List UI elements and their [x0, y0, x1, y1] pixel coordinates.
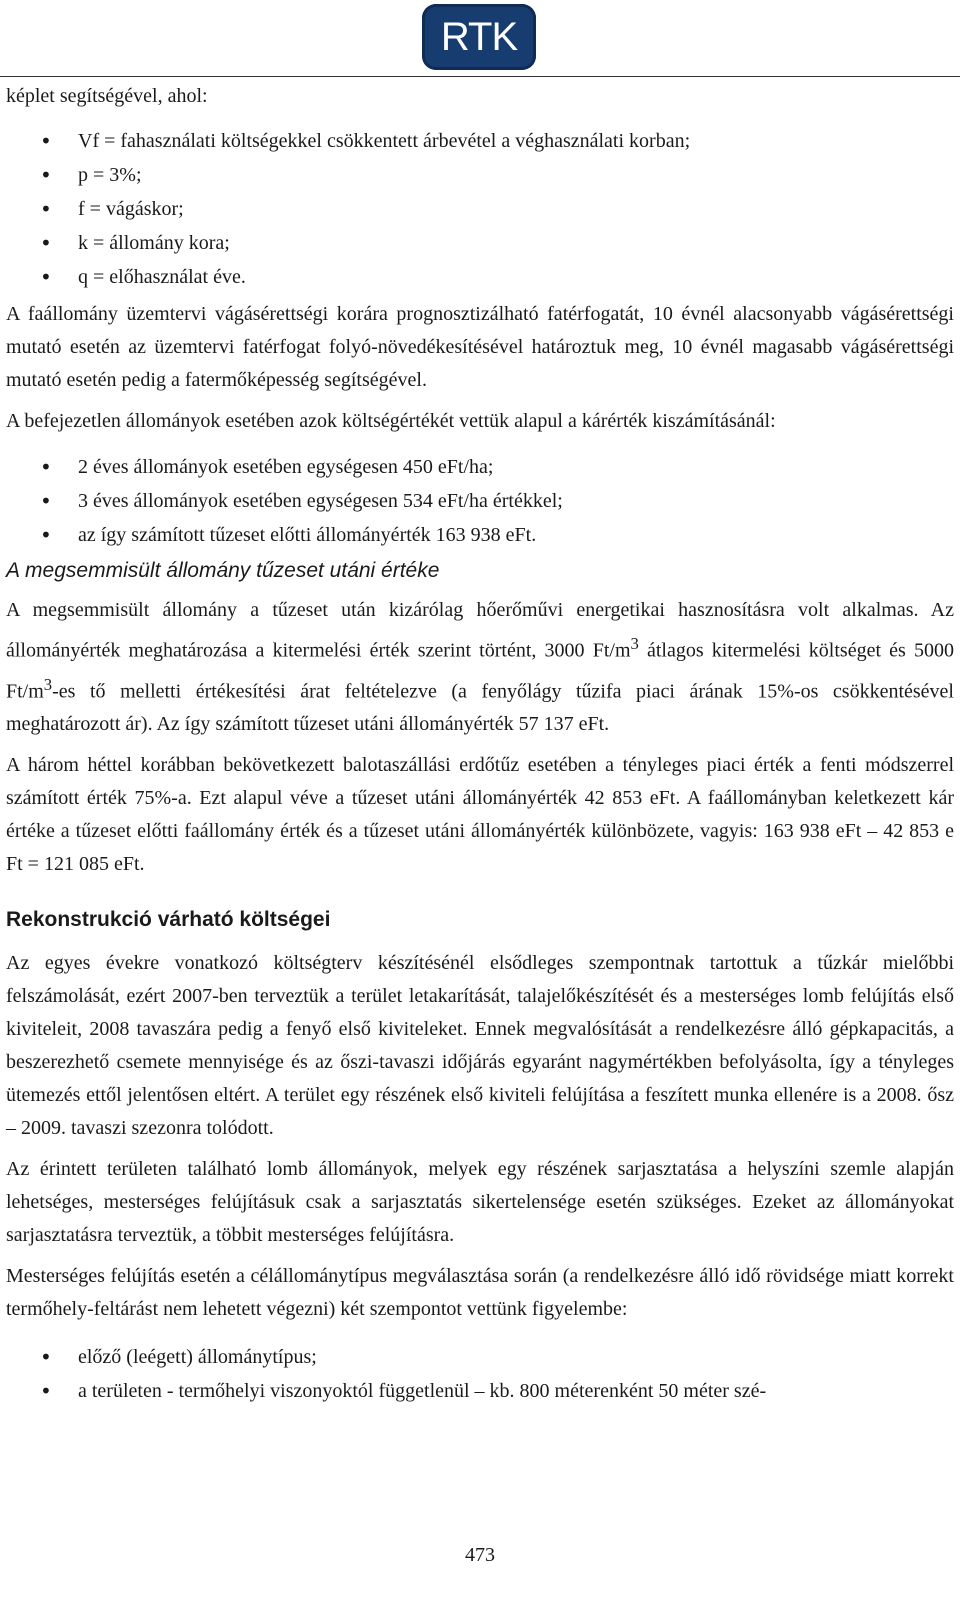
criteria-list: [6, 1340, 954, 1408]
section-heading-rekonstrukcio: Rekonstrukció várható költségei: [6, 908, 331, 932]
list-item: • k = állomány kora;: [6, 226, 954, 260]
paragraph-rekonstrukcio-1: Az egyes évekre vonatkozó költségterv készítésénél elsődleges szempontnak tartottuk a tűzkár mielőbbi felszámolását, ezért 2007-ben terveztük a terület letakarítását, talajelőkészítését és a mesterséges lomb felújítás első kiviteleit, 2008 tavaszára pedig a fenyő első kiviteleket. Ennek megvalósítását a rendelkezésre álló gépkapacitás, a beszerezhető csemete mennyisége és az őszi-tavaszi időjárás egyaránt nagymértékben befolyásolta, így a tényleges ütemezés ettől jelentősen eltért. A terület egy részének első kiviteli felújítása a feszített munka ellenére is a 2008. ősz – 2009. tavaszi szezonra tolódott.: [6, 952, 954, 1140]
text-run: átlagos kitermelési költséget és 5000 Ft/m: [6, 639, 954, 703]
formula-variable-list: [6, 124, 954, 294]
document-body: [6, 80, 954, 1408]
cost-value-list: [6, 450, 954, 552]
superscript: 3: [630, 634, 639, 653]
text-run: -es tő melletti értékesítési árat feltételezve (a fenyőlágy tűzifa piaci árának 15%-os csökkentésével meghatározott ár). Az így számított tűzeset utáni állományérték 57 137 eFt.: [6, 680, 954, 736]
paragraph-rekonstrukcio-3: Mesterséges felújítás esetén a célállománytípus megválasztása során (a rendelkezésre álló idő rövidsége miatt korrekt termőhely-feltárást nem lehetett végezni) két szempontot vettünk figyelembe:: [6, 1265, 954, 1321]
list-item: • p = 3%;: [6, 158, 954, 192]
list-item: • f = vágáskor;: [6, 192, 954, 226]
list-item: • 3 éves állományok esetében egységesen 534 eFt/ha értékkel;: [6, 484, 954, 518]
list-item: • a területen - termőhelyi viszonyoktól függetlenül – kb. 800 méterenként 50 méter szé-: [6, 1374, 954, 1408]
header-divider: [0, 76, 960, 77]
rtk-logo: [422, 4, 536, 70]
intro-text: képlet segítségével, ahol:: [6, 85, 208, 107]
paragraph-befejezetlen: A befejezetlen állományok esetében azok költségértékét vettük alapul a kárérték kiszámításánál:: [6, 410, 776, 432]
text-run: A megsemmisült állomány a tűzeset után kizárólag hőerőművi energetikai hasznosításra volt alkalmas. Az állományérték meghatározása a kitermelési érték szerint történt, 3000 Ft/m: [6, 599, 954, 662]
superscript: 3: [43, 674, 53, 694]
list-item: • q = előhasználat éve.: [6, 260, 954, 294]
list-item: • 2 éves állományok esetében egységesen 450 eFt/ha;: [6, 450, 954, 484]
section-heading-megsemmisult: A megsemmisült állomány tűzeset utáni értéke: [6, 559, 440, 582]
logo-text: RTK: [440, 14, 518, 59]
list-item: • előző (leégett) állománytípus;: [6, 1340, 954, 1374]
paragraph-faallomany: A faállomány üzemtervi vágásérettségi korára prognosztizálható fatérfogatát, 10 évnél alacsonyabb vágásérettségi mutató esetén az üzemtervi fatérfogat folyó-növedékesítésével határoztuk meg, 10 évnél magasabb vágásérettségi mutató esetén pedig a fatermőképesség segítségével.: [6, 303, 954, 391]
paragraph-megsemmisult-2: A három héttel korábban bekövetkezett balotaszállási erdőtűz esetében a tényleges piaci érték a fenti módszerrel számított érték 75%-a. Ezt alapul véve a tűzeset utáni állományérték 42 853 eFt. A faállományban keletkezett kár értéke a tűzeset előtti faállomány érték és a tűzeset utáni állományérték különbözete, vagyis: 163 938 eFt – 42 853 e Ft = 121 085 eFt.: [6, 754, 954, 876]
list-item: • az így számított tűzeset előtti állományérték 163 938 eFt.: [6, 518, 954, 552]
paragraph-rekonstrukcio-2: Az érintett területen található lomb állományok, melyek egy részének sarjasztatása a helyszíni szemle alapján lehetséges, mesterséges felújításuk csak a sarjasztatás sikertelensége esetén szükséges. Ezeket az állományokat sarjasztatásra terveztük, a többit mesterséges felújításra.: [6, 1158, 954, 1247]
paragraph-megsemmisult-1: [6, 594, 954, 741]
list-item: • Vf = fahasználati költségekkel csökkentett árbevétel a véghasználati korban;: [6, 124, 954, 158]
page-number: 473: [465, 1544, 495, 1566]
